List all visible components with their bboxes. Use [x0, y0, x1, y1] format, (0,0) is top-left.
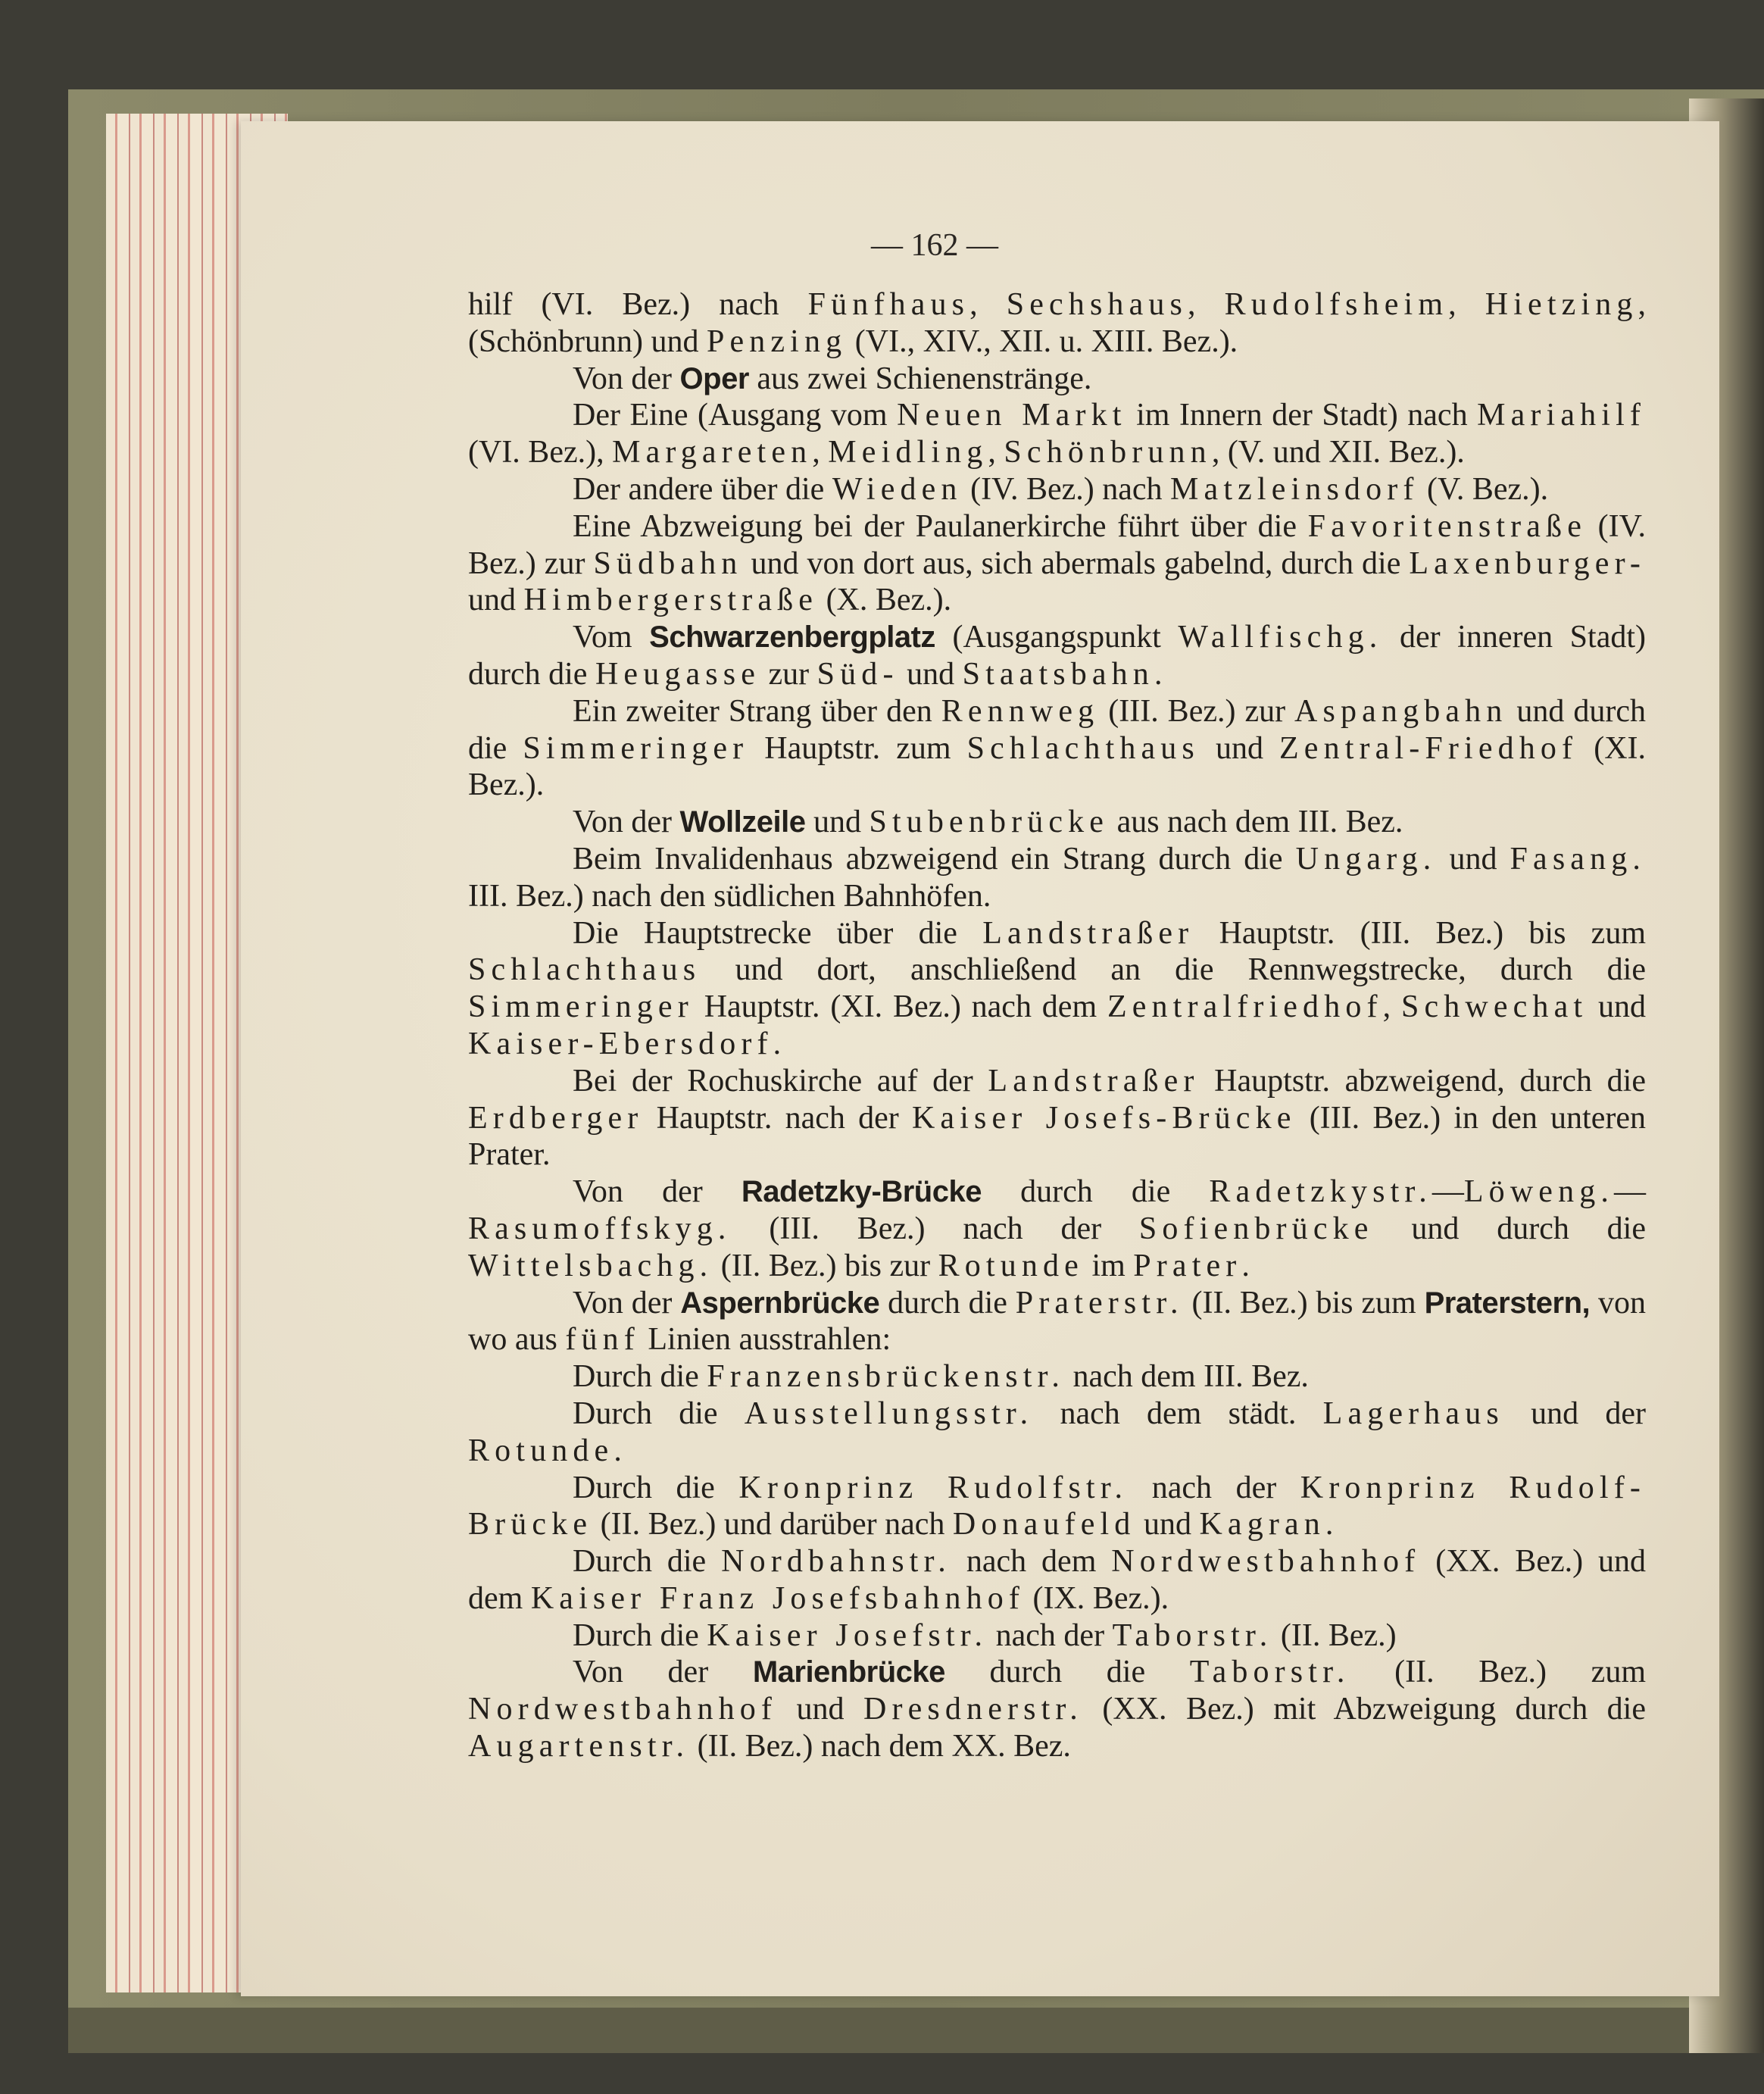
text-run: Bei der Rochuskirche auf der [573, 1063, 988, 1099]
paragraph [468, 1174, 1646, 1284]
spaced-place-name: Himbergerstraße [523, 583, 819, 618]
paragraph [468, 286, 1646, 361]
spaced-place-name: Rotunde [938, 1248, 1084, 1283]
spaced-place-name: Wallfischg. [1178, 620, 1383, 655]
paragraph [468, 841, 1646, 915]
text-run: — [1614, 1174, 1646, 1210]
spaced-place-name: Margareten [612, 435, 813, 470]
text-run: (IX. Bez.). [1025, 1580, 1169, 1616]
spaced-place-name: Südbahn [593, 545, 743, 581]
text-run: (III. Bez.) nach der [731, 1211, 1139, 1246]
text-run: Hauptstr. (III. Bez.) bis zum [1194, 915, 1646, 951]
text-run: und [1199, 730, 1280, 766]
spaced-place-name: Kronprinz Rudolf-Brücke [468, 1470, 1646, 1542]
paragraph [468, 1617, 1646, 1655]
text-run: (V. Bez.). [1419, 471, 1549, 507]
text-run: Eine Abzweigung bei der Paulanerkirche führt über die [573, 508, 1308, 544]
page-text [468, 286, 1646, 1765]
spaced-place-name: Praterstr. [1015, 1285, 1184, 1320]
text-run: und durch die [468, 693, 1646, 766]
text-run: durch die [981, 1174, 1210, 1210]
text-run: Der Eine (Ausgang vom [573, 398, 898, 433]
spaced-place-name: Augartenstr. [468, 1729, 690, 1764]
bold-place-name: Oper [679, 361, 749, 395]
text-run: , [1448, 287, 1485, 322]
text-run: , [969, 287, 1007, 322]
text-run: Von der [573, 361, 680, 396]
spaced-place-name: Lagerhaus [1322, 1395, 1504, 1431]
text-run: . [1325, 1507, 1334, 1542]
spaced-place-name: Nordwestbahnhof [468, 1692, 778, 1727]
paragraph [468, 693, 1646, 804]
text-run: Hauptstr. nach der [643, 1100, 912, 1136]
text-run: Durch die [573, 1617, 707, 1653]
text-run: nach dem III. Bez. [1065, 1359, 1309, 1395]
paragraph [468, 361, 1646, 398]
text-run: (VI., XIV., XII. u. XIII. Bez.). [847, 323, 1238, 359]
text-run: . [773, 1026, 782, 1061]
spaced-place-name: Nordwestbahnhof [1111, 1544, 1421, 1580]
text-run: zur [760, 656, 817, 692]
text-run: nach der [1128, 1470, 1300, 1505]
spaced-place-name: Dresdnerstr. [863, 1692, 1083, 1727]
spaced-place-name: Zentral-Friedhof [1279, 730, 1578, 766]
text-run: (II. Bez.) bis zum [1183, 1285, 1425, 1320]
spaced-place-name: Neuen Markt [897, 398, 1127, 433]
text-run: (III. Bez.) in den unteren Prater. [468, 1100, 1646, 1173]
text-run: nach dem städt. [1033, 1395, 1323, 1431]
spaced-place-name: Simmeringer [468, 989, 694, 1025]
spaced-place-name: Schönbrunn [1004, 435, 1212, 470]
bold-place-name: Radetzky-Brücke [741, 1175, 982, 1209]
paragraph [468, 471, 1646, 508]
spaced-place-name: Löweng. [1463, 1174, 1614, 1210]
text-run: (VI. Bez.), [468, 435, 613, 470]
spaced-place-name: Donaufeld [952, 1507, 1136, 1542]
spaced-place-name: Meidling [828, 435, 988, 470]
spaced-place-name: Simmeringer [523, 730, 749, 766]
text-run: durch die [879, 1285, 1016, 1320]
text-run: hilf (VI. Bez.) nach [468, 287, 808, 322]
text-run: (XI. Bez.). [468, 730, 1647, 803]
text-run: , (Schönbrunn) und [468, 287, 1647, 359]
text-run: und [777, 1692, 864, 1727]
spaced-place-name: fünf [565, 1322, 640, 1358]
text-run: Durch die [573, 1395, 745, 1431]
spaced-place-name: Taborstr. [1189, 1655, 1350, 1690]
paragraph [468, 915, 1646, 1063]
paragraph [468, 397, 1646, 471]
text-run: von wo aus [468, 1285, 1646, 1358]
spaced-place-name: Schlachthaus [966, 730, 1200, 766]
text-run: , [1187, 287, 1225, 322]
text-run: . [1154, 656, 1163, 692]
spaced-place-name: Fasang. [1510, 841, 1647, 877]
text-run: aus zwei Schienenstränge. [748, 361, 1092, 396]
spaced-place-name: Zentralfriedhof [1107, 989, 1383, 1025]
spaced-place-name: Erdberger [468, 1100, 644, 1136]
spaced-place-name: Kaiser Josefstr. [707, 1617, 988, 1653]
text-run: und [1588, 989, 1647, 1025]
text-run: im [1083, 1248, 1134, 1283]
text-run: (II. Bez.) [1272, 1617, 1397, 1653]
text-run: , (V. und XII. Bez.). [1211, 435, 1465, 470]
text-run: III. Bez.) nach den südlichen Bahnhöfen. [468, 878, 991, 914]
bold-place-name: Schwarzenbergplatz [649, 620, 935, 655]
spaced-place-name: Schwechat [1400, 989, 1588, 1025]
text-run: und der [1503, 1395, 1646, 1431]
spaced-place-name: Rotunde [468, 1433, 614, 1468]
text-run: (III. Bez.) zur [1099, 693, 1295, 729]
text-run: Durch die [573, 1359, 707, 1395]
text-run: . [613, 1433, 622, 1468]
spaced-place-name: Matzleinsdorf [1170, 471, 1419, 507]
text-run: — [1431, 1174, 1464, 1210]
text-run: (IV. Bez.) zur [468, 508, 1646, 581]
text-run: und [468, 583, 524, 618]
text-run: und [1436, 841, 1510, 877]
bold-place-name: Wollzeile [679, 805, 806, 839]
text-run: und [898, 656, 963, 692]
text-run: Beim Invalidenhaus abzweigend ein Strang durch die [573, 841, 1296, 877]
text-run: Von der [573, 1285, 681, 1320]
paragraph [468, 619, 1646, 693]
spaced-place-name: Franzensbrückenstr. [707, 1359, 1066, 1395]
spaced-place-name: Staatsbahn [962, 656, 1154, 692]
paragraph [468, 804, 1646, 841]
text-run: Von der [573, 1174, 742, 1210]
text-run: und [1135, 1507, 1200, 1542]
text-run: und von dort aus, sich abermals gabelnd, durch die [742, 545, 1410, 581]
text-run: und durch die [1373, 1211, 1646, 1246]
text-run: Linien ausstrahlen: [639, 1322, 891, 1358]
text-run: Vom [573, 620, 650, 655]
spaced-place-name: Rasumoffskyg. [468, 1211, 732, 1246]
spaced-place-name: Schlachthaus [468, 952, 701, 988]
text-run: Durch die [573, 1544, 722, 1580]
spaced-place-name: Prater [1133, 1248, 1242, 1283]
spaced-place-name: Taborstr. [1112, 1617, 1273, 1653]
paragraph [468, 508, 1646, 619]
spaced-place-name: Ungarg. [1295, 841, 1437, 877]
text-run: (X. Bez.). [818, 583, 952, 618]
text-run: Der andere über die [573, 471, 832, 507]
spaced-place-name: Aspangbahn [1294, 693, 1508, 729]
text-run: und [805, 805, 870, 840]
text-run: der inneren Stadt) durch die [468, 620, 1646, 692]
spaced-place-name: Stubenbrücke [869, 805, 1110, 840]
spaced-place-name: Mariahilf [1477, 398, 1647, 433]
spaced-place-name: Fünfhaus [807, 287, 970, 322]
text-run: aus nach dem III. Bez. [1109, 805, 1403, 840]
spaced-place-name: Nordbahnstr. [721, 1544, 951, 1580]
spaced-place-name: Radetzkystr. [1209, 1174, 1432, 1210]
paragraph [468, 1395, 1646, 1470]
text-run: (II. Bez.) zum [1350, 1655, 1646, 1690]
spaced-place-name: Sechshaus [1006, 287, 1188, 322]
spaced-place-name: Süd- [816, 656, 899, 692]
spaced-place-name: Sofienbrücke [1138, 1211, 1374, 1246]
spaced-place-name: Kaiser Josefs-Brücke [911, 1100, 1297, 1136]
spaced-place-name: Penzing [706, 323, 848, 359]
text-run: nach dem [951, 1544, 1112, 1580]
spaced-place-name: Hietzing [1485, 287, 1638, 322]
text-run: Hauptstr. (XI. Bez.) nach dem [693, 989, 1107, 1025]
page-number: — 162 — [871, 228, 998, 263]
text-run: Hauptstr. abzweigend, durch die [1199, 1063, 1646, 1099]
paragraph [468, 1470, 1646, 1544]
spaced-place-name: Heugasse [595, 656, 761, 692]
spaced-place-name: Kaiser Franz Josefsbahnhof [530, 1580, 1025, 1616]
paragraph [468, 1063, 1646, 1174]
text-run: (Ausgangspunkt [935, 620, 1179, 655]
text-run: , [812, 435, 829, 470]
text-run: , [988, 435, 1004, 470]
spaced-place-name: Rennweg [941, 693, 1100, 729]
book-page [241, 121, 1719, 1996]
text-run: (XX. Bez.) mit Abzweigung durch die [1082, 1692, 1646, 1727]
spaced-place-name: Favoritenstraße [1307, 508, 1587, 544]
text-run: Ein zweiter Strang über den [573, 693, 941, 729]
text-run: , [1382, 989, 1401, 1025]
text-run: Durch die [573, 1470, 739, 1505]
text-run: Von der [573, 1655, 753, 1690]
text-run: Die Hauptstrecke über die [573, 915, 983, 951]
spaced-place-name: Rudolfsheim [1224, 287, 1449, 322]
text-run: (II. Bez.) nach dem XX. Bez. [689, 1729, 1071, 1764]
text-run: (II. Bez.) und darüber nach [592, 1507, 953, 1542]
bold-place-name: Marienbrücke [752, 1655, 945, 1689]
text-run: im Innern der Stadt) nach [1126, 398, 1478, 433]
spaced-place-name: Landstraßer [982, 915, 1194, 951]
spaced-place-name: Landstraßer [988, 1063, 1200, 1099]
bold-place-name: Aspernbrücke [680, 1286, 880, 1320]
text-run: . [1241, 1248, 1250, 1283]
book-cover-edge [68, 2008, 1764, 2053]
spaced-place-name: Wittelsbachg. [468, 1248, 713, 1283]
text-run: und dort, anschließend an die Rennwegstrecke, durch die [701, 952, 1646, 988]
spaced-place-name: Kagran [1199, 1507, 1325, 1542]
text-run: nach der [988, 1617, 1113, 1653]
text-run: (XX. Bez.) und dem [468, 1544, 1647, 1616]
bold-place-name: Praterstern, [1424, 1286, 1591, 1320]
spaced-place-name: Kaiser-Ebersdorf [468, 1026, 773, 1061]
text-run: (IV. Bez.) nach [962, 471, 1171, 507]
text-run: Hauptstr. zum [748, 730, 967, 766]
spaced-place-name: Kronprinz Rudolfstr. [738, 1470, 1129, 1505]
spaced-place-name: Wieden [832, 471, 963, 507]
paragraph [468, 1654, 1646, 1764]
paragraph [468, 1285, 1646, 1359]
text-run: durch die [944, 1655, 1190, 1690]
spaced-place-name: Ausstellungsstr. [744, 1395, 1034, 1431]
paragraph [468, 1358, 1646, 1395]
text-run: Von der [573, 805, 680, 840]
text-run: (II. Bez.) bis zur [713, 1248, 938, 1283]
paragraph [468, 1543, 1646, 1617]
spaced-place-name: Laxenburger- [1409, 545, 1646, 581]
